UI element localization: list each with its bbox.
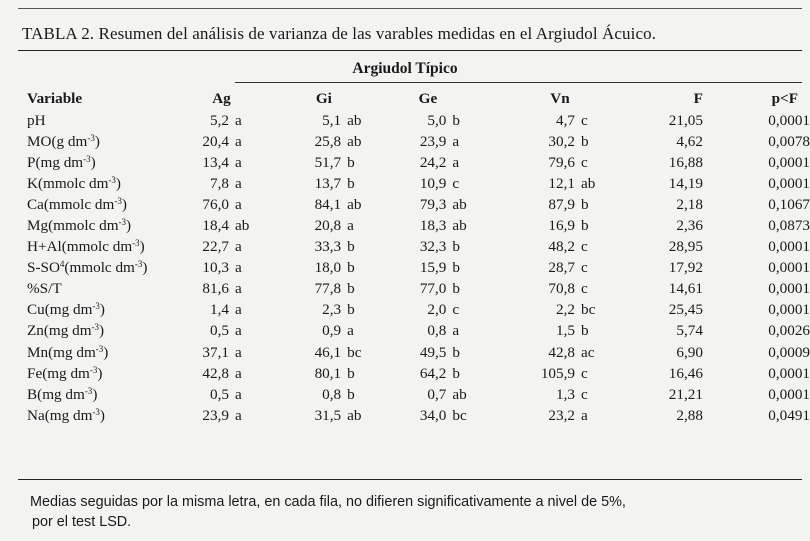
variable-sup: -3 xyxy=(114,195,122,206)
table-caption: TABLA 2. Resumen del análisis de varianza de las varables medidas en el Argiudol Ácuico. xyxy=(22,24,657,43)
variable-sup: 4 xyxy=(59,259,65,270)
table-row xyxy=(27,342,810,363)
variable-sup-2: -3 xyxy=(134,259,143,270)
cell-vn-mean: 42,8 xyxy=(548,343,575,361)
cell-vn-mean: 1,5 xyxy=(556,322,575,340)
cell-p: 0,0078 xyxy=(768,132,810,150)
cell-ag-letter: a xyxy=(234,322,242,340)
cell-variable xyxy=(27,237,192,258)
cell-gi-mean: 25,8 xyxy=(314,132,342,150)
anova-table xyxy=(27,88,810,426)
variable-sup: -3 xyxy=(92,406,100,417)
cell-gi-mean: 18,0 xyxy=(314,259,342,277)
cell-variable xyxy=(27,194,192,215)
col-header-f: F xyxy=(693,90,703,107)
cell-vn-mean: 70,8 xyxy=(548,280,575,298)
cell-ge-mean: 77,0 xyxy=(419,280,447,298)
cell-ag-mean: 0,5 xyxy=(209,322,229,340)
cell-f: 14,61 xyxy=(668,280,703,298)
cell-gi-mean: 77,8 xyxy=(314,280,342,298)
cell-gi-mean: 0,9 xyxy=(322,322,342,340)
close-paren: ) xyxy=(139,238,145,256)
cell-variable xyxy=(27,131,192,152)
table-row xyxy=(27,300,810,321)
cell-ge-mean: 15,9 xyxy=(419,259,447,277)
close-paren: ) xyxy=(97,364,103,382)
cell-ge-letter: b xyxy=(452,238,460,256)
cell-vn-mean: 30,2 xyxy=(548,132,575,150)
cell-gi-mean: 84,1 xyxy=(314,195,342,213)
cell-vn-letter: c xyxy=(581,385,588,403)
cell-ag-letter: a xyxy=(234,195,242,213)
cell-variable xyxy=(27,300,192,321)
cell-ag-letter: a xyxy=(234,301,242,319)
close-paren: ) xyxy=(142,259,148,277)
col-header-variable: Variable xyxy=(27,90,83,107)
cell-ge-letter: c xyxy=(452,301,460,319)
cell-gi-mean: 13,7 xyxy=(314,174,342,192)
cell-f: 2,36 xyxy=(676,217,703,235)
close-paren: ) xyxy=(99,301,105,319)
cell-gi-letter: ab xyxy=(347,132,362,150)
cell-gi-letter: ab xyxy=(347,406,362,424)
cell-ge-mean: 0,7 xyxy=(427,385,447,403)
variable-name: B(mg dm xyxy=(27,385,85,403)
col-header-p: p<F xyxy=(771,90,798,107)
cell-ag-letter: ab xyxy=(234,217,250,235)
group-header-underline xyxy=(235,82,802,83)
cell-variable xyxy=(27,279,192,300)
cell-f: 2,18 xyxy=(676,195,703,213)
cell-gi-letter: a xyxy=(347,217,354,235)
cell-vn-letter: a xyxy=(581,406,588,424)
table-bottom-rule xyxy=(18,479,802,480)
cell-ge-mean: 0,8 xyxy=(427,322,447,340)
cell-ge-mean: 5,0 xyxy=(427,111,447,129)
close-paren: ) xyxy=(121,195,127,213)
cell-p: 0,0491 xyxy=(768,406,810,424)
table-row xyxy=(27,258,810,279)
table-row xyxy=(27,363,810,384)
cell-ge-mean: 24,2 xyxy=(419,153,447,171)
variable-sup: -3 xyxy=(87,132,95,143)
cell-vn-mean: 79,6 xyxy=(548,153,575,171)
cell-vn-mean: 105,9 xyxy=(540,364,575,382)
cell-ag-letter: a xyxy=(234,259,242,277)
cell-ge-letter: b xyxy=(452,364,460,382)
cell-f: 5,74 xyxy=(676,322,703,340)
cell-gi-mean: 20,8 xyxy=(314,217,342,235)
table-row xyxy=(27,131,810,152)
cell-vn-mean: 23,2 xyxy=(548,406,575,424)
cell-ag-mean: 5,2 xyxy=(209,111,229,129)
variable-sup: -3 xyxy=(92,301,100,312)
cell-f: 17,92 xyxy=(668,259,703,277)
footnote-line-1: Medias seguidas por la misma letra, en cada fila, no difieren significativamente a nivel de 5%, xyxy=(30,494,626,510)
cell-ge-mean: 32,3 xyxy=(419,238,447,256)
cell-p: 0,0873 xyxy=(768,217,810,235)
cell-vn-letter: c xyxy=(581,238,588,256)
cell-ag-letter: a xyxy=(234,132,242,150)
table-row xyxy=(27,110,810,131)
cell-gi-mean: 31,5 xyxy=(314,406,342,424)
cell-gi-letter: ab xyxy=(347,111,362,129)
cell-variable xyxy=(27,342,192,363)
cell-gi-mean: 2,3 xyxy=(322,301,342,319)
cell-ge-mean: 64,2 xyxy=(419,364,447,382)
cell-vn-letter: c xyxy=(581,153,588,171)
cell-ag-mean: 42,8 xyxy=(202,364,229,382)
cell-f: 4,62 xyxy=(676,132,703,150)
table-row xyxy=(27,194,810,215)
cell-f: 16,88 xyxy=(668,153,703,171)
cell-ag-mean: 37,1 xyxy=(202,343,229,361)
cell-p: 0,0001 xyxy=(768,174,810,192)
cell-ag-mean: 18,4 xyxy=(202,217,229,235)
variable-name: Cu(mg dm xyxy=(27,301,93,319)
cell-gi-mean: 0,8 xyxy=(322,385,342,403)
cell-ge-mean: 23,9 xyxy=(419,132,447,150)
close-paren: ) xyxy=(99,406,105,424)
table-row xyxy=(27,321,810,342)
cell-gi-mean: 5,1 xyxy=(322,111,342,129)
cell-ge-letter: bc xyxy=(452,406,467,424)
variable-name: S-SO xyxy=(27,259,60,277)
cell-variable xyxy=(27,384,192,405)
cell-ag-letter: a xyxy=(234,111,242,129)
cell-gi-letter: ab xyxy=(347,195,362,213)
cell-gi-letter: b xyxy=(347,301,355,319)
variable-name: Zn(mg dm xyxy=(27,322,92,340)
table-row xyxy=(27,215,810,236)
cell-p: 0,0001 xyxy=(768,385,810,403)
cell-gi-letter: b xyxy=(347,280,355,298)
cell-f: 21,05 xyxy=(668,111,703,129)
variable-name: Fe(mg dm xyxy=(27,364,90,382)
cell-p: 0,0009 xyxy=(768,343,810,361)
header-row xyxy=(27,88,810,110)
variable-name: K(mmolc dm xyxy=(27,174,109,192)
variable-name: MO(g dm xyxy=(27,132,88,150)
cell-ge-letter: b xyxy=(452,259,460,277)
cell-vn-mean: 48,2 xyxy=(548,238,575,256)
cell-ag-letter: a xyxy=(234,153,242,171)
cell-gi-letter: b xyxy=(347,259,355,277)
col-header-ge: Ge xyxy=(418,90,438,107)
cell-gi-letter: b xyxy=(347,174,355,192)
cell-ag-letter: a xyxy=(234,385,242,403)
variable-name: pH xyxy=(27,111,46,129)
group-header: Argiudol Típico xyxy=(352,60,458,77)
variable-sup: -3 xyxy=(84,385,93,396)
table-row xyxy=(27,173,810,194)
cell-gi-letter: b xyxy=(347,364,355,382)
cell-ge-letter: a xyxy=(452,132,460,150)
cell-f: 6,90 xyxy=(676,343,703,361)
variable-name-cont: (mmolc dm xyxy=(64,259,135,277)
cell-ag-mean: 13,4 xyxy=(202,153,229,171)
cell-ge-mean: 34,0 xyxy=(419,406,447,424)
cell-variable xyxy=(27,363,192,384)
cell-p: 0,0001 xyxy=(768,301,810,319)
cell-ge-letter: a xyxy=(452,153,460,171)
cell-ge-mean: 79,3 xyxy=(419,195,447,213)
cell-ge-letter: b xyxy=(452,111,460,129)
cell-ag-letter: a xyxy=(234,406,242,424)
cell-gi-mean: 80,1 xyxy=(314,364,342,382)
cell-vn-letter: ab xyxy=(581,174,596,192)
close-paren: ) xyxy=(99,322,105,340)
cell-variable xyxy=(27,152,192,173)
variable-sup: -3 xyxy=(89,364,98,375)
variable-sup: -3 xyxy=(118,217,127,228)
cell-ge-mean: 10,9 xyxy=(419,174,447,192)
variable-name: P(mg dm xyxy=(27,153,84,171)
cell-gi-letter: b xyxy=(347,385,355,403)
variable-name: %S/T xyxy=(27,280,62,298)
cell-vn-letter: b xyxy=(581,132,589,150)
cell-vn-mean: 4,7 xyxy=(556,111,575,129)
cell-vn-letter: bc xyxy=(581,301,596,319)
cell-ag-mean: 1,4 xyxy=(209,301,229,319)
cell-variable xyxy=(27,110,192,131)
variable-name: Mn(mg dm xyxy=(27,343,96,361)
cell-ag-mean: 76,0 xyxy=(202,195,229,213)
cell-ag-letter: a xyxy=(234,343,242,361)
cell-ag-mean: 81,6 xyxy=(202,280,229,298)
cell-gi-letter: b xyxy=(347,238,355,256)
cell-ag-letter: a xyxy=(234,238,242,256)
cell-ge-mean: 18,3 xyxy=(419,217,447,235)
variable-sup: -3 xyxy=(95,343,104,354)
cell-ag-mean: 20,4 xyxy=(202,132,229,150)
cell-ge-mean: 49,5 xyxy=(419,343,447,361)
cell-variable xyxy=(27,215,192,236)
cell-f: 21,21 xyxy=(668,385,703,403)
cell-ge-letter: c xyxy=(452,174,460,192)
variable-name: Ca(mmolc dm xyxy=(27,195,115,213)
cell-f: 25,45 xyxy=(668,301,703,319)
cell-vn-letter: b xyxy=(581,322,589,340)
cell-ag-mean: 23,9 xyxy=(202,406,229,424)
cell-vn-mean: 12,1 xyxy=(548,174,575,192)
table-row xyxy=(27,279,810,300)
table-top-rule xyxy=(18,50,802,51)
close-paren: ) xyxy=(92,385,98,403)
cell-ge-mean: 2,0 xyxy=(427,301,447,319)
cell-ag-mean: 22,7 xyxy=(202,238,229,256)
cell-vn-mean: 1,3 xyxy=(556,385,575,403)
cell-gi-mean: 33,3 xyxy=(314,238,342,256)
cell-vn-mean: 28,7 xyxy=(548,259,575,277)
cell-f: 14,19 xyxy=(668,174,703,192)
cell-gi-letter: b xyxy=(347,153,355,171)
cell-ge-letter: b xyxy=(452,280,460,298)
cell-gi-letter: bc xyxy=(347,343,362,361)
variable-name: Na(mg dm xyxy=(27,406,93,424)
cell-p: 0,0001 xyxy=(768,280,810,298)
close-paren: ) xyxy=(126,217,132,235)
table-row xyxy=(27,384,810,405)
cell-p: 0,0001 xyxy=(768,153,810,171)
footnote-line-2: por el test LSD. xyxy=(32,514,132,530)
cell-p: 0,0026 xyxy=(768,322,810,340)
cell-vn-letter: c xyxy=(581,364,588,382)
col-header-gi: Gi xyxy=(315,90,332,107)
cell-p: 0,0001 xyxy=(768,259,810,277)
cell-ge-letter: ab xyxy=(452,195,467,213)
cell-ag-mean: 10,3 xyxy=(202,259,229,277)
variable-sup: -3 xyxy=(108,174,116,185)
cell-variable xyxy=(27,321,192,342)
variable-name: Mg(mmolc dm xyxy=(27,217,119,235)
cell-ag-mean: 7,8 xyxy=(209,174,229,192)
close-paren: ) xyxy=(103,343,109,361)
top-page-rule xyxy=(18,8,802,9)
cell-vn-letter: c xyxy=(581,111,588,129)
cell-ag-letter: a xyxy=(234,174,242,192)
cell-f: 2,88 xyxy=(676,406,703,424)
cell-vn-letter: ac xyxy=(581,343,595,361)
cell-f: 28,95 xyxy=(668,238,703,256)
table-row xyxy=(27,405,810,426)
cell-variable xyxy=(27,258,192,279)
cell-p: 0,1067 xyxy=(768,195,810,213)
cell-ge-letter: b xyxy=(452,343,460,361)
cell-vn-mean: 16,9 xyxy=(548,217,575,235)
cell-variable xyxy=(27,173,192,194)
cell-ge-letter: ab xyxy=(452,385,467,403)
col-header-ag: Ag xyxy=(212,90,231,107)
cell-ge-letter: a xyxy=(452,322,460,340)
cell-gi-mean: 51,7 xyxy=(314,153,342,171)
cell-vn-letter: b xyxy=(581,217,589,235)
close-paren: ) xyxy=(115,174,121,192)
table-row xyxy=(27,152,810,173)
cell-gi-letter: a xyxy=(347,322,354,340)
cell-p: 0,0001 xyxy=(768,111,810,129)
cell-ag-letter: a xyxy=(234,280,242,298)
variable-sup: -3 xyxy=(132,238,140,249)
col-header-vn: Vn xyxy=(550,90,570,107)
cell-p: 0,0001 xyxy=(768,238,810,256)
cell-variable xyxy=(27,405,192,426)
table-row xyxy=(27,237,810,258)
cell-f: 16,46 xyxy=(668,364,703,382)
variable-name: H+Al(mmolc dm xyxy=(27,238,133,256)
cell-ag-letter: a xyxy=(234,364,242,382)
cell-vn-mean: 87,9 xyxy=(548,195,575,213)
cell-ge-letter: ab xyxy=(452,217,467,235)
cell-gi-mean: 46,1 xyxy=(314,343,342,361)
cell-vn-letter: c xyxy=(581,280,588,298)
table-footnote xyxy=(30,492,626,532)
close-paren: ) xyxy=(94,132,100,150)
variable-sup: -3 xyxy=(83,153,91,164)
close-paren: ) xyxy=(90,153,96,171)
cell-ag-mean: 0,5 xyxy=(209,385,229,403)
cell-vn-mean: 2,2 xyxy=(556,301,575,319)
variable-sup: -3 xyxy=(91,322,100,333)
cell-p: 0,0001 xyxy=(768,364,810,382)
cell-vn-letter: c xyxy=(581,259,588,277)
cell-vn-letter: b xyxy=(581,195,589,213)
